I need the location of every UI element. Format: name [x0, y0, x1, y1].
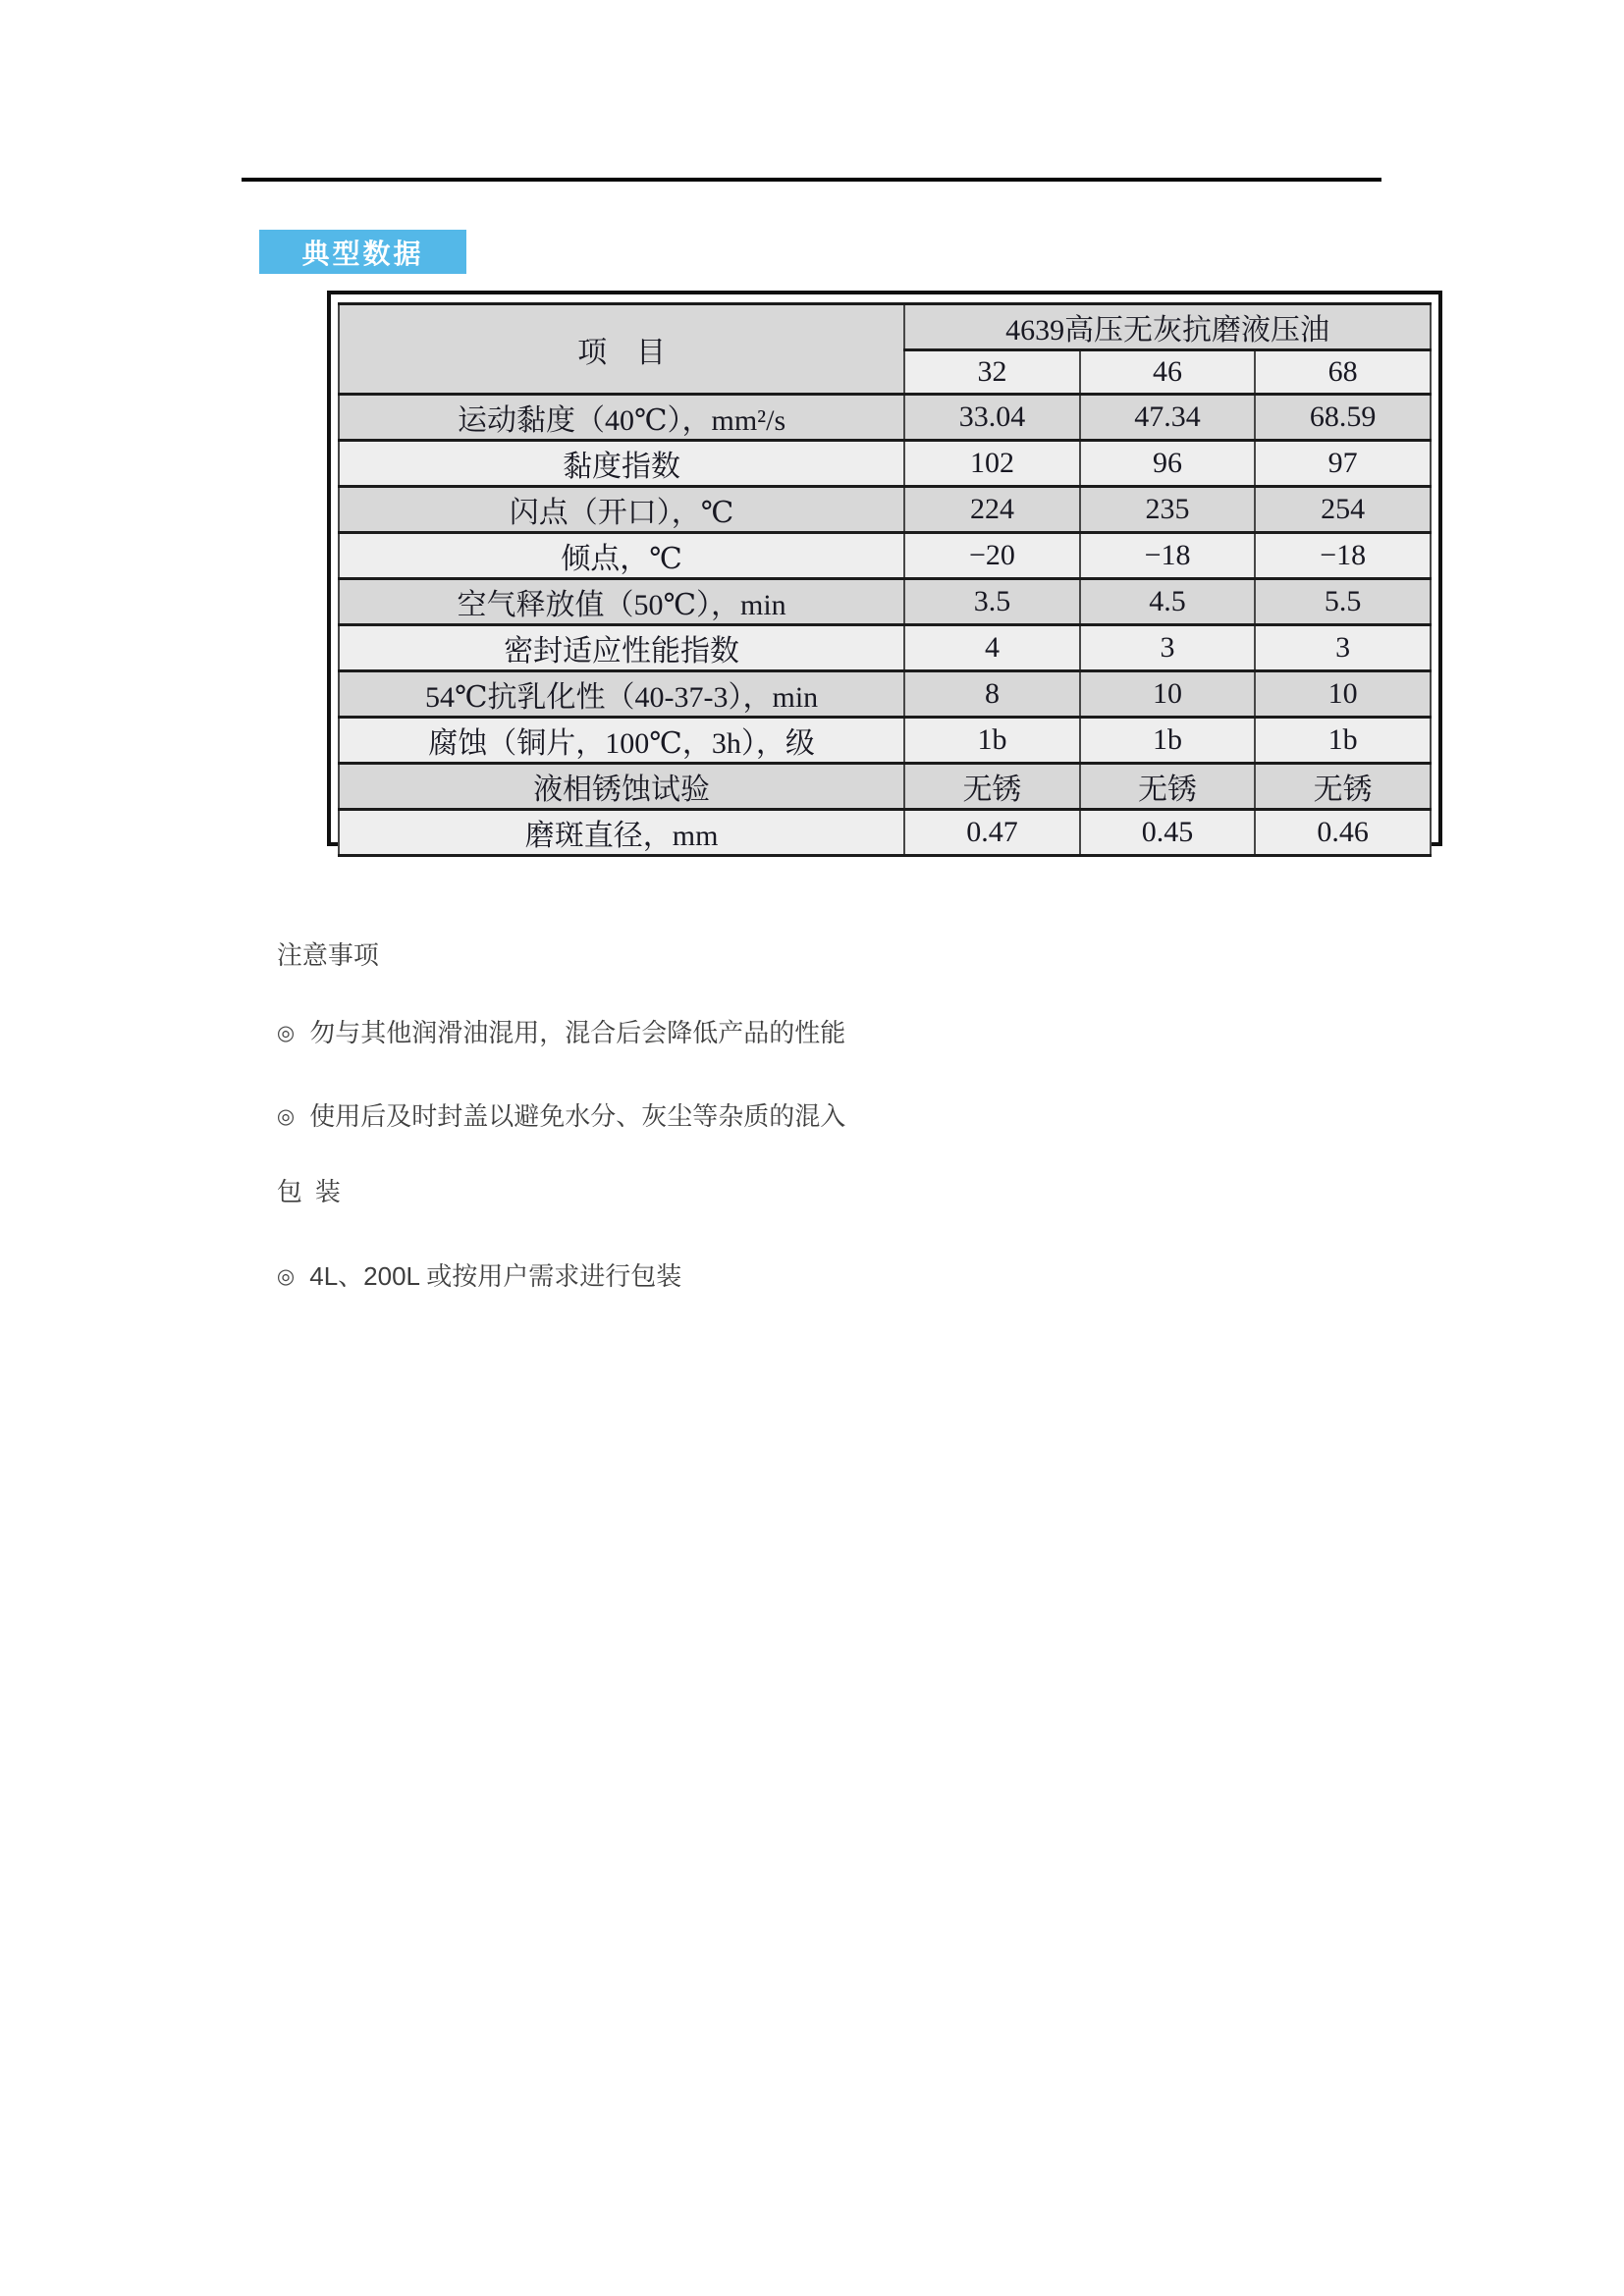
spec-label: 闪点（开口），℃	[339, 487, 904, 533]
spec-value: 47.34	[1080, 395, 1256, 441]
header-grade-68: 68	[1255, 350, 1431, 395]
table-row	[339, 533, 1431, 579]
spec-value: 4	[904, 625, 1080, 671]
spec-value: 3.5	[904, 579, 1080, 625]
spec-value: −18	[1080, 533, 1256, 579]
spec-value: 5.5	[1255, 579, 1431, 625]
spec-value: 97	[1255, 441, 1431, 487]
spec-table	[338, 302, 1432, 857]
spec-value: −18	[1255, 533, 1431, 579]
note-text: 使用后及时封盖以避免水分、灰尘等杂质的混入	[309, 1101, 846, 1131]
spec-value: 235	[1080, 487, 1256, 533]
section-badge	[259, 230, 466, 274]
table-row	[339, 671, 1431, 718]
spec-value: 10	[1080, 671, 1256, 718]
table-row	[339, 810, 1431, 856]
spec-label: 液相锈蚀试验	[339, 764, 904, 810]
spec-label: 54℃抗乳化性（40-37-3），min	[339, 671, 904, 718]
spec-label: 腐蚀（铜片，100℃，3h），级	[339, 718, 904, 764]
bullet-icon: ◎	[276, 1022, 296, 1044]
bullet-icon: ◎	[276, 1265, 296, 1288]
table-row	[339, 764, 1431, 810]
section-badge-label: 典型数据	[301, 238, 424, 269]
table-row	[339, 625, 1431, 671]
spec-value: 3	[1080, 625, 1256, 671]
packaging-heading-text: 包 装	[276, 1177, 341, 1206]
spec-value: 96	[1080, 441, 1256, 487]
spec-value: 102	[904, 441, 1080, 487]
spec-value: 68.59	[1255, 395, 1431, 441]
spec-label: 倾点，℃	[339, 533, 904, 579]
spec-value: 无锈	[1080, 764, 1256, 810]
spec-label: 空气释放值（50℃），min	[339, 579, 904, 625]
table-row	[339, 487, 1431, 533]
header-grade-46: 46	[1080, 350, 1256, 395]
spec-value: 224	[904, 487, 1080, 533]
spec-value: 0.47	[904, 810, 1080, 856]
packaging-text: 4L、200L 或按用户需求进行包装	[309, 1261, 682, 1291]
header-product-cell: 4639高压无灰抗磨液压油	[904, 304, 1431, 350]
spec-value: 33.04	[904, 395, 1080, 441]
spec-value: 1b	[904, 718, 1080, 764]
bullet-icon: ◎	[276, 1105, 296, 1128]
notes-heading-text: 注意事项	[276, 940, 379, 970]
spec-value: 8	[904, 671, 1080, 718]
table-header-row-product	[339, 304, 1431, 350]
spec-label: 黏度指数	[339, 441, 904, 487]
header-grade-32: 32	[904, 350, 1080, 395]
spec-label: 运动黏度（40℃），mm²/s	[339, 395, 904, 441]
spec-label: 磨斑直径，mm	[339, 810, 904, 856]
spec-value: 1b	[1255, 718, 1431, 764]
table-row	[339, 395, 1431, 441]
spec-label: 密封适应性能指数	[339, 625, 904, 671]
spec-value: −20	[904, 533, 1080, 579]
spec-value: 0.46	[1255, 810, 1431, 856]
header-item-cell: 项 目	[339, 304, 904, 395]
spec-value: 10	[1255, 671, 1431, 718]
table-row	[339, 441, 1431, 487]
spec-table-frame	[327, 291, 1442, 852]
spec-value: 无锈	[1255, 764, 1431, 810]
spec-value: 1b	[1080, 718, 1256, 764]
spec-value: 254	[1255, 487, 1431, 533]
spec-value: 4.5	[1080, 579, 1256, 625]
packaging-bullet	[248, 1226, 681, 1327]
table-row	[339, 718, 1431, 764]
spec-value: 无锈	[904, 764, 1080, 810]
table-row	[339, 579, 1431, 625]
top-horizontal-rule	[242, 178, 1381, 182]
note-text: 勿与其他润滑油混用，混合后会降低产品的性能	[309, 1018, 846, 1047]
spec-value: 3	[1255, 625, 1431, 671]
spec-value: 0.45	[1080, 810, 1256, 856]
